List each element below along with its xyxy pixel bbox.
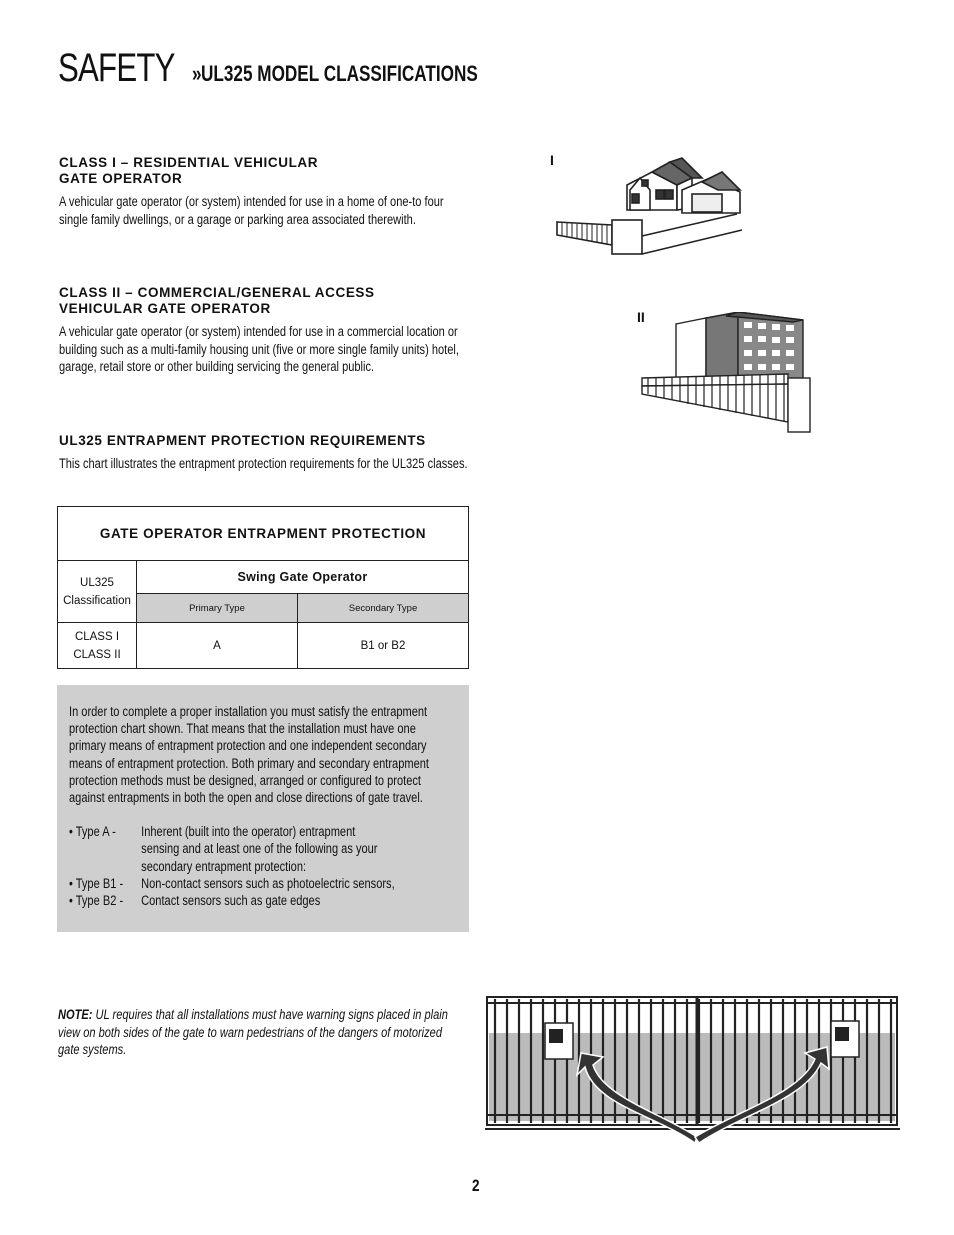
note-body: UL requires that all installations must have warning signs placed in plain view on both sides of the gate to warn pedestrians of the dangers of motorized gate systems.: [58, 1007, 448, 1057]
classification-label-2: Classification: [63, 594, 131, 607]
bullet-label: • Type B1 -: [69, 875, 124, 891]
secondary-type-header: Secondary Type: [298, 594, 469, 623]
table-row-primary: A: [137, 623, 298, 669]
requirements-heading: UL325 ENTRAPMENT PROTECTION REQUIREMENTS: [59, 433, 426, 448]
note-label: NOTE:: [58, 1007, 93, 1022]
classification-label-1: UL325: [80, 576, 114, 589]
info-box: [57, 685, 469, 932]
primary-type-header: Primary Type: [137, 594, 298, 623]
bullet-type-a: [69, 823, 454, 875]
class2-heading-line2: VEHICULAR GATE OPERATOR: [59, 301, 271, 316]
info-box-text: [69, 703, 454, 909]
bullet-text: Contact sensors such as gate edges: [141, 893, 321, 909]
class2-heading: [59, 285, 375, 317]
table-row-class: CLASS I CLASS II: [58, 623, 137, 669]
bullet-label: • Type A -: [69, 824, 116, 840]
class1-heading-line2: GATE OPERATOR: [59, 171, 183, 186]
requirements-body: This chart illustrates the entrapment protection requirements for the UL325 classes.: [59, 456, 468, 471]
table-title: GATE OPERATOR ENTRAPMENT PROTECTION: [58, 507, 469, 561]
gate-warning-signs-illustration: [485, 995, 900, 1147]
table-row-secondary: B1 or B2: [298, 623, 469, 669]
title-sub: UL325 MODEL CLASSIFICATIONS: [200, 61, 478, 86]
page-number: 2: [472, 1176, 480, 1195]
classification-header: [58, 561, 137, 623]
title-main: SAFETY: [58, 46, 175, 90]
page-title: [58, 46, 556, 92]
class1-heading-line1: CLASS I – RESIDENTIAL VEHICULAR: [59, 155, 319, 170]
note-text: [58, 1006, 460, 1059]
residential-house-illustration: [552, 150, 747, 260]
bullet-label: • Type B2 -: [69, 893, 124, 909]
class1-label: I: [550, 152, 554, 168]
class2-heading-line1: CLASS II – COMMERCIAL/GENERAL ACCESS: [59, 285, 375, 300]
operator-header: Swing Gate Operator: [137, 561, 469, 594]
class2-label: II: [637, 309, 645, 325]
bullet-type-b1: [69, 875, 454, 892]
title-separator: »: [191, 61, 202, 86]
class2-body: A vehicular gate operator (or system) intended for use in a commercial location or building such as a multi-family housing unit (five or more single family units) hotel, garage, retail store or other building servicing the general public.: [59, 324, 459, 374]
info-paragraph: In order to complete a proper installation you must satisfy the entrapment protection chart shown. That means that the installation must have one primary means of entrapment protection and one independent secondary means of entrapment protection. Both primary and secondary entrapment protection methods must be designed, arranged or configured to protect against entrapments in both the open and close directions of gate travel.: [69, 704, 429, 806]
class1-heading: [59, 155, 318, 187]
bullet-type-b2: [69, 892, 454, 909]
class1-body: A vehicular gate operator (or system) intended for use in a home of one-to four single family dwellings, or a garage or parking area associated therewith.: [59, 194, 444, 227]
entrapment-table: [57, 506, 469, 669]
commercial-building-illustration: [638, 312, 813, 434]
bullet-text: Inherent (built into the operator) entrapment sensing and at least one of the following as your secondary entrapment protection:: [141, 824, 378, 874]
bullet-text: Non-contact sensors such as photoelectric sensors,: [141, 875, 395, 891]
